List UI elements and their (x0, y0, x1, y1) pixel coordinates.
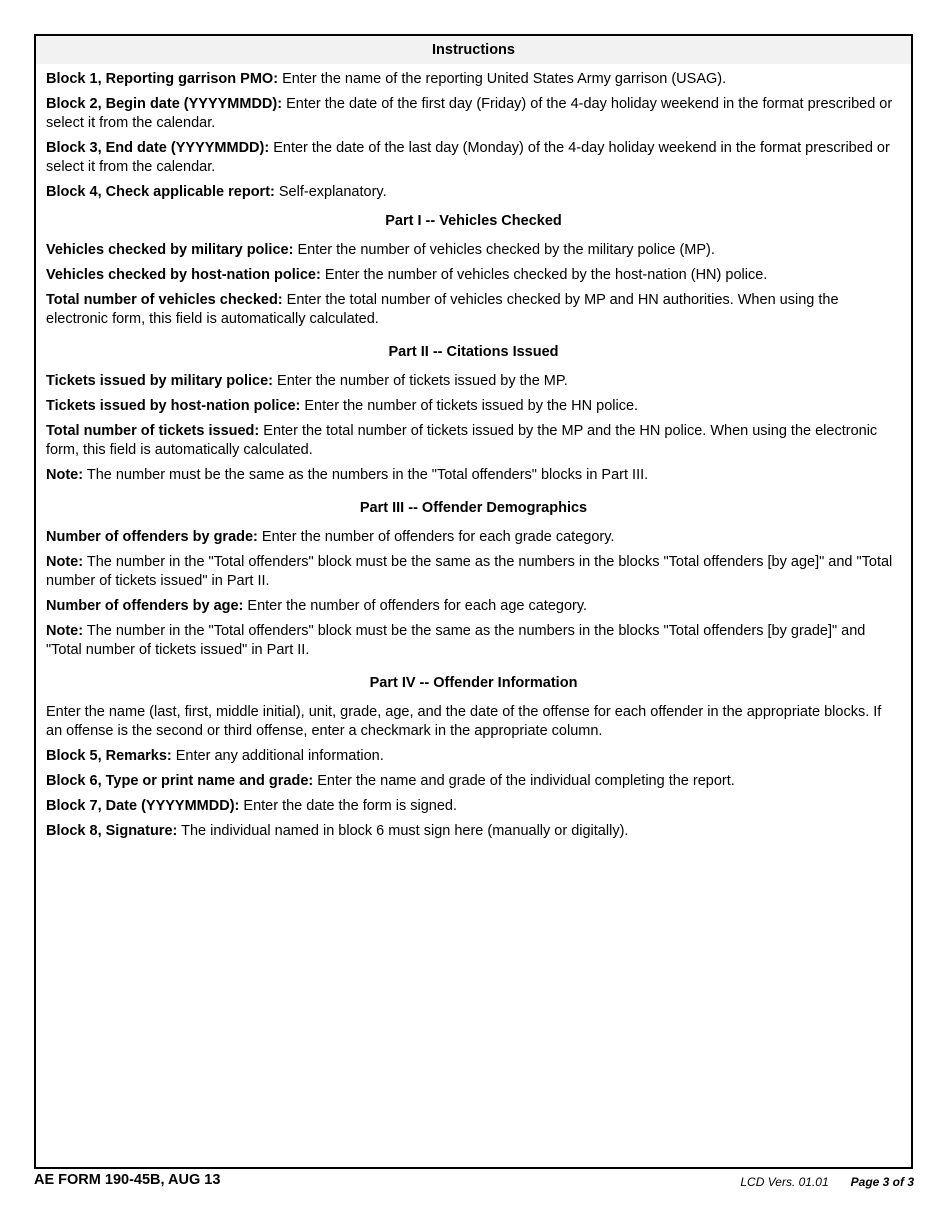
part-2-item: Total number of tickets issued: Enter the total number of tickets issued by the MP and the HN police. When using the electronic form, this field is automatically calculated. (46, 423, 878, 458)
instructions-frame (34, 34, 913, 1169)
block-6-instruction: Block 6, Type or print name and grade: Enter the name and grade of the individual completing the report. (46, 773, 735, 789)
part-3-item: Number of offenders by grade: Enter the number of offenders for each grade category. (46, 529, 615, 545)
part-2-item: Tickets issued by military police: Enter the number of tickets issued by the MP. (46, 373, 568, 389)
version-label: LCD Vers. 01.01 (740, 1175, 829, 1189)
part-2-note: Note: The number must be the same as the numbers in the "Total offenders" blocks in Part III. (46, 467, 649, 483)
block-1-instruction: Block 1, Reporting garrison PMO: Enter the name of the reporting United States Army garrison (USAG). (46, 71, 727, 87)
part-3-item: Number of offenders by age: Enter the number of offenders for each age category. (46, 598, 588, 614)
part-2-item: Tickets issued by host-nation police: Enter the number of tickets issued by the HN police. (46, 398, 639, 414)
part-1-heading: Part I -- Vehicles Checked (385, 213, 562, 229)
footer-right (740, 1175, 914, 1189)
part-3-note: Note: The number in the "Total offenders" block must be the same as the numbers in the blocks "Total offenders [by grade]" and "Total number of tickets issued" in Part II. (46, 623, 866, 658)
block-2-instruction: Block 2, Begin date (YYYYMMDD): Enter the date of the first day (Friday) of the 4-day holiday weekend in the format prescribed or select it from the calendar. (46, 96, 893, 131)
block-5-instruction: Block 5, Remarks: Enter any additional information. (46, 748, 384, 764)
block-4-instruction: Block 4, Check applicable report: Self-explanatory. (46, 184, 387, 200)
part-4-intro: Enter the name (last, first, middle initial), unit, grade, age, and the date of the offense for each offender in the appropriate blocks. If an offense is the second or third offense, enter a checkmark in the appropriate column. (46, 704, 882, 739)
block-7-instruction: Block 7, Date (YYYYMMDD): Enter the date the form is signed. (46, 798, 457, 814)
page-number: Page 3 of 3 (850, 1175, 914, 1189)
part-4-heading: Part IV -- Offender Information (369, 675, 578, 691)
block-8-instruction: Block 8, Signature: The individual named in block 6 must sign here (manually or digitally). (46, 823, 629, 839)
part-3-note: Note: The number in the "Total offenders" block must be the same as the numbers in the blocks "Total offenders [by age]" and "Total number of tickets issued" in Part II. (46, 554, 893, 589)
instructions-title: Instructions (36, 36, 911, 64)
form-identifier: AE FORM 190-45B, AUG 13 (34, 1172, 221, 1188)
part-1-item: Vehicles checked by military police: Enter the number of vehicles checked by the military police (MP). (46, 242, 715, 258)
part-1-item: Total number of vehicles checked: Enter the total number of vehicles checked by MP and HN authorities. When using the electronic form, this field is automatically calculated. (46, 292, 839, 327)
instructions-body (36, 64, 911, 841)
part-1-item: Vehicles checked by host-nation police: Enter the number of vehicles checked by the host-nation (HN) police. (46, 267, 768, 283)
part-3-heading: Part III -- Offender Demographics (359, 500, 588, 516)
part-2-heading: Part II -- Citations Issued (388, 344, 559, 360)
block-3-instruction: Block 3, End date (YYYYMMDD): Enter the date of the last day (Monday) of the 4-day holiday weekend in the format prescribed or select it from the calendar. (46, 140, 890, 175)
